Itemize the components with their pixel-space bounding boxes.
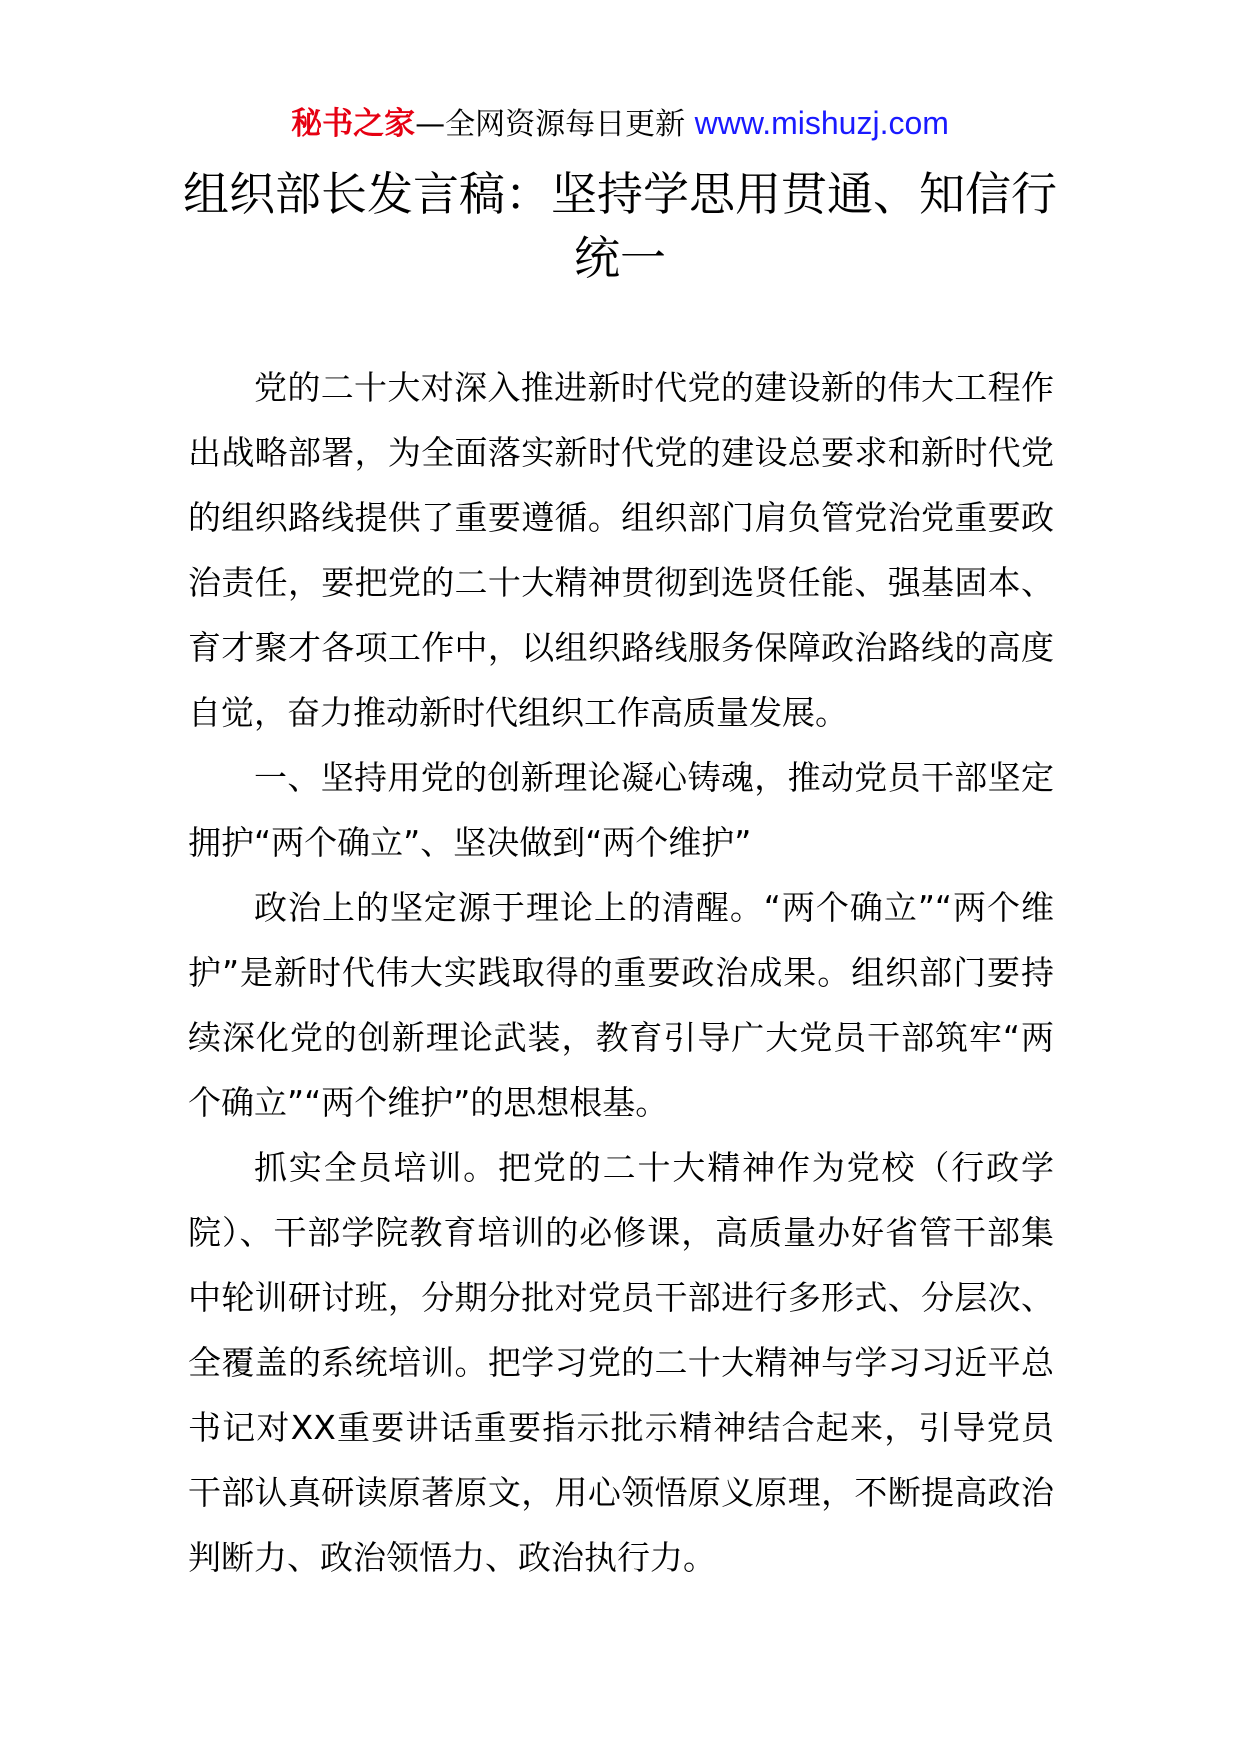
body-paragraph: 抓实全员培训。把党的二十大精神作为党校（行政学院）、干部学院教育培训的必修课，高质量办好省管干部集中轮训研讨班，分期分批对党员干部进行多形式、分层次、全覆盖的系统培训。把学习党的二十大精神与学习习近平总书记对XX重要讲话重要指示批示精神结合起来，引导党员干部认真研读原著原文，用心领悟原义原理，不断提高政治判断力、政治领悟力、政治执行力。 [188,1148,1054,1577]
site-tagline: —全网资源每日更新 [415,107,695,142]
intro-paragraph: 党的二十大对深入推进新时代党的建设新的伟大工程作出战略部署，为全面落实新时代党的建设总要求和新时代党的组织路线提供了重要遵循。组织部门肩负管党治党重要政治责任，要把党的二十大精神贯彻到选贤任能、强基固本、育才聚才各项工作中，以组织路线服务保障政治路线的高度自觉，奋力推动新时代组织工作高质量发展。 [188,368,1054,732]
section-heading-1: 一、坚持用党的创新理论凝心铸魂，推动党员干部坚定拥护“两个确立”、坚决做到“两个维护” [188,758,1054,862]
document-body [188,355,1054,1590]
site-header [0,101,1240,147]
body-paragraph: 政治上的坚定源于理论上的清醒。“两个确立”“两个维护”是新时代伟大实践取得的重要政治成果。组织部门要持续深化党的创新理论武装，教育引导广大党员干部筑牢“两个确立”“两个维护”的思想根基。 [188,888,1054,1122]
site-brand: 秘书之家 [291,106,416,142]
document-title: 组织部长发言稿：坚持学思用贯通、知信行统一 [183,167,1057,285]
site-url-link[interactable]: www.mishuzj.com [694,105,949,141]
